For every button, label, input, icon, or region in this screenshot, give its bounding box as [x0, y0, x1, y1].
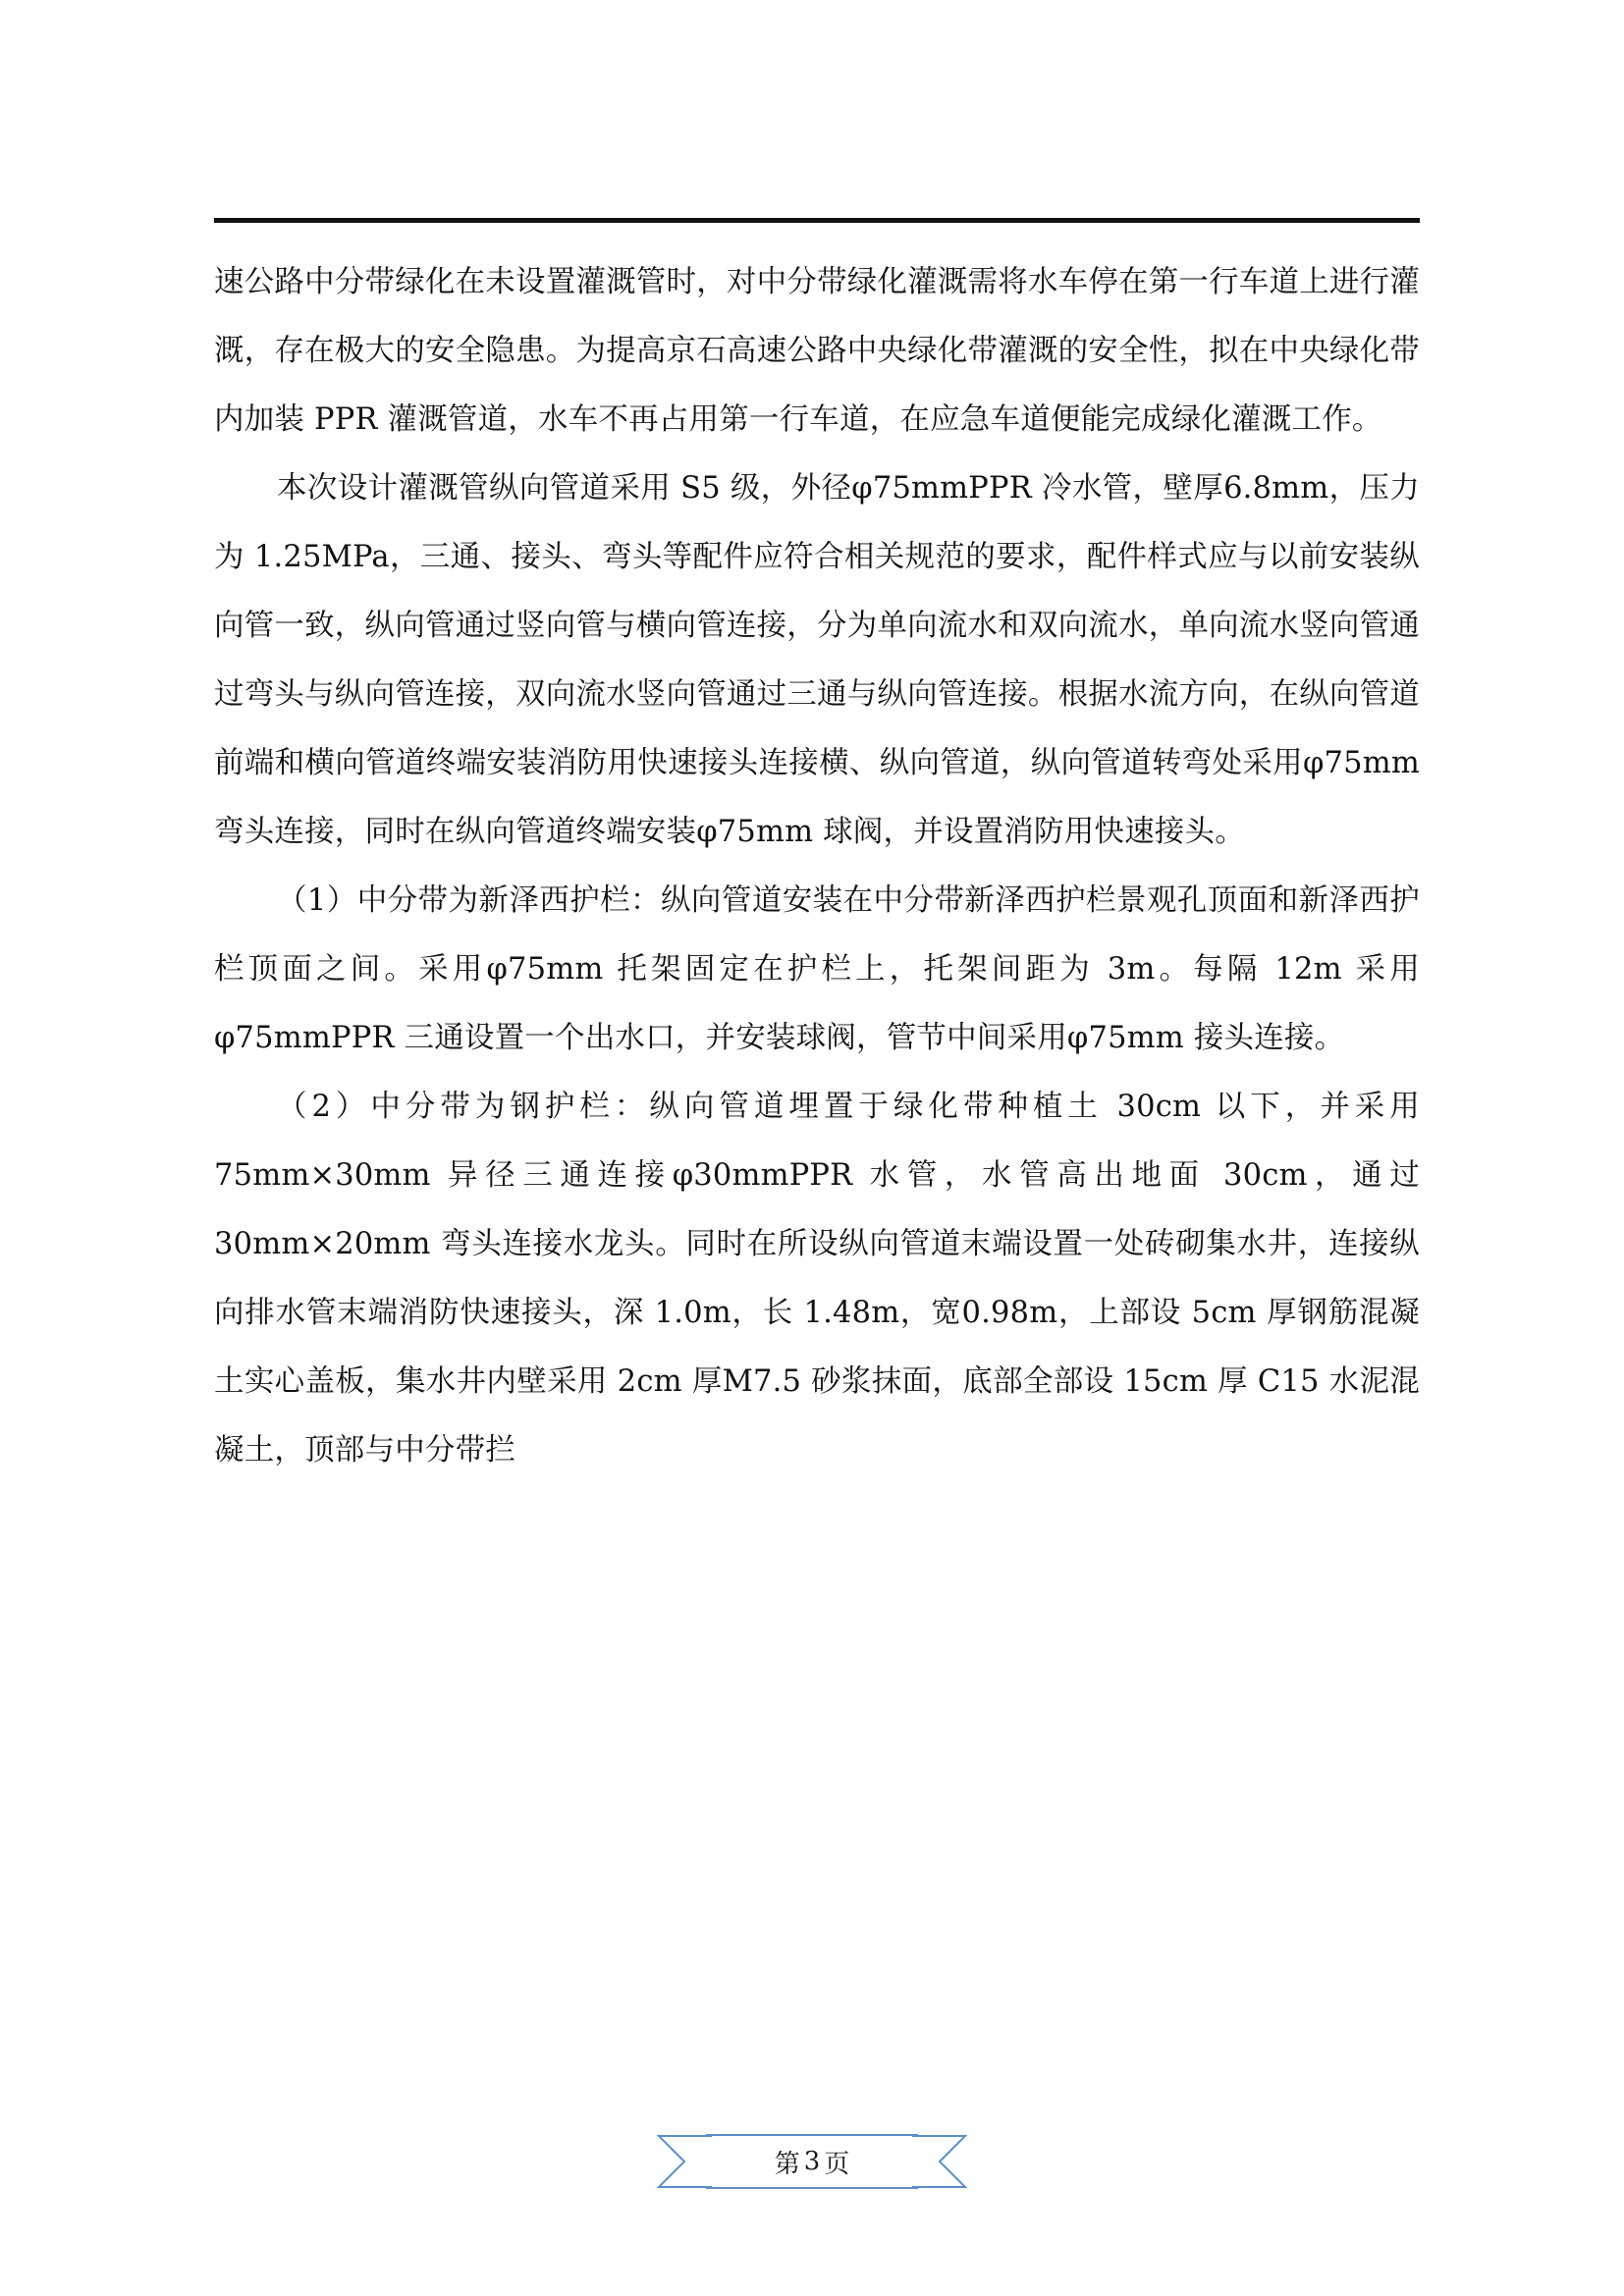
footer-suffix: 页	[824, 2149, 850, 2179]
paragraph-2: 本次设计灌溉管纵向管道采用 S5 级，外径φ75mmPPR 冷水管，壁厚6.8mm，压力为 1.25MPa，三通、接头、弯头等配件应符合相关规范的要求，配件样式应与以前安装纵向管一致，纵向管通过竖向管与横向管连接，分为单向流水和双向流水，单向流水竖向管通过弯头与纵向管连接，双向流水竖向管通过三通与纵向管连接。根据水流方向，在纵向管道前端和横向管道终端安装消防用快速接头连接横、纵向管道，纵向管道转弯处采用φ75mm 弯头连接，同时在纵向管道终端安装φ75mm 球阀，并设置消防用快速接头。	[214, 471, 1420, 849]
ribbon-left-tail-icon	[645, 2134, 714, 2189]
header-rule	[214, 218, 1420, 223]
paragraph-4: （2）中分带为钢护栏：纵向管道埋置于绿化带种植土 30cm 以下，并采用 75mm×30mm 异径三通连接φ30mmPPR 水管，水管高出地面 30cm，通过 30mm×20mm 弯头连接水龙头。同时在所设纵向管道末端设置一处砖砌集水井，连接纵向排水管末端消防快速接头，深 1.0m，长 1.48m，宽0.98m，上部设 5cm 厚钢筋混凝土实心盖板，集水井内壁采用 2cm 厚M7.5 砂浆抹面，底部全部设 15cm 厚 C15 水泥混凝土，顶部与中分带拦	[214, 1090, 1420, 1468]
footer-prefix: 第	[774, 2149, 800, 2179]
page-number-ribbon	[645, 2128, 979, 2197]
page-number-label	[706, 2134, 918, 2189]
page-body	[214, 218, 1420, 1485]
paragraph-1: 速公路中分带绿化在未设置灌溉管时，对中分带绿化灌溉需将水车停在第一行车道上进行灌溉，存在极大的安全隐患。为提高京石高速公路中央绿化带灌溉的安全性，拟在中央绿化带内加装 PPR 灌溉管道，水车不再占用第一行车道，在应急车道便能完成绿化灌溉工作。	[214, 265, 1420, 437]
page-number-value: 3	[803, 2147, 821, 2176]
ribbon-right-tail-icon	[910, 2134, 979, 2189]
page-footer	[0, 2128, 1624, 2216]
paragraph-3: （1）中分带为新泽西护栏：纵向管道安装在中分带新泽西护栏景观孔顶面和新泽西护栏顶面之间。采用φ75mm 托架固定在护栏上，托架间距为 3m。每隔 12m 采用φ75mmPPR 三通设置一个出水口，并安装球阀，管节中间采用φ75mm 接头连接。	[214, 883, 1420, 1055]
